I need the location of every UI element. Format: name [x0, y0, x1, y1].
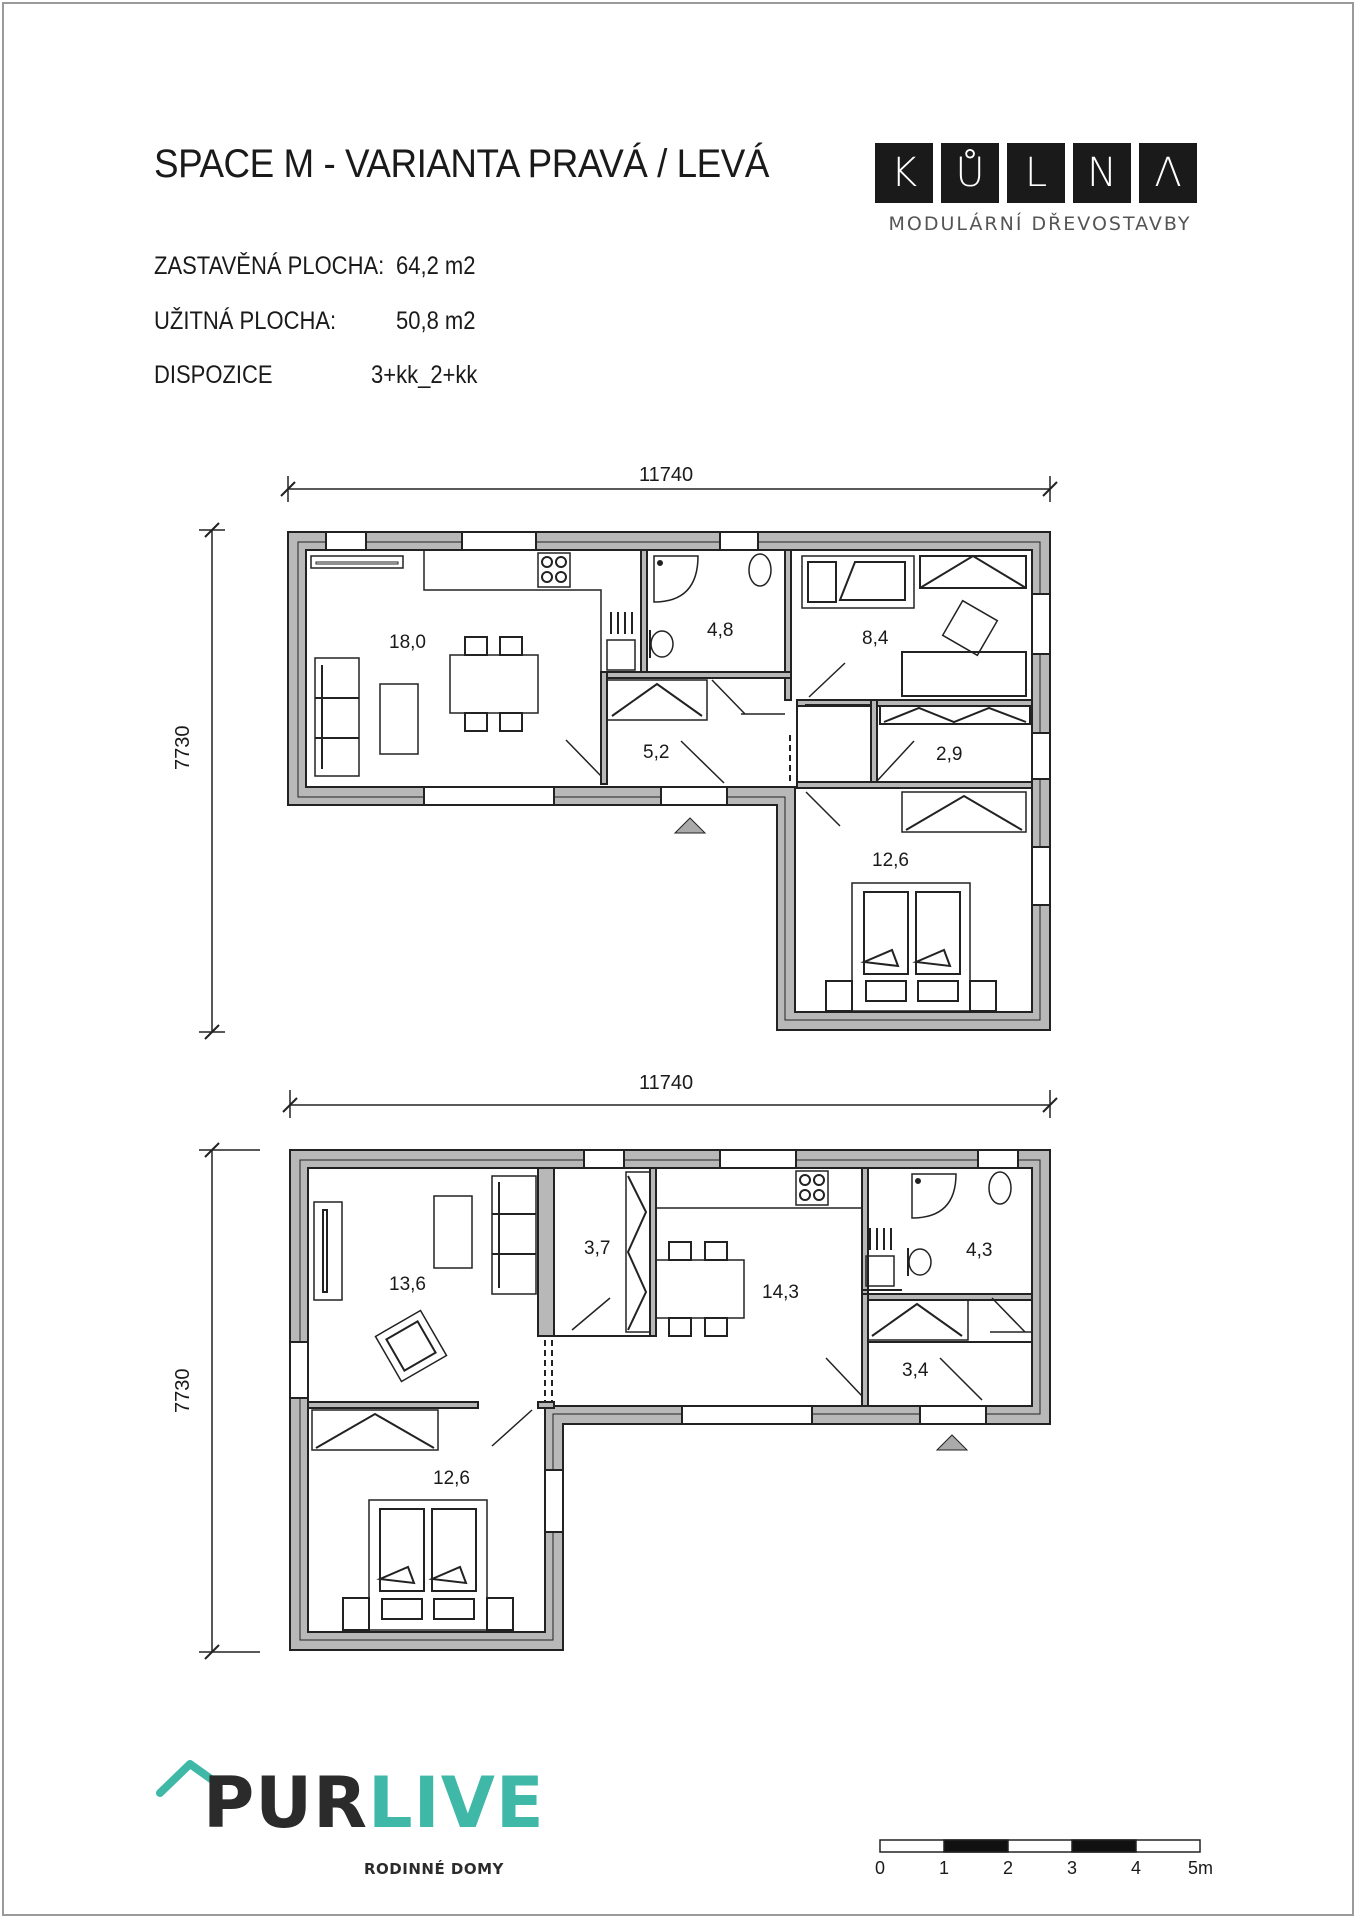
scale-label: 4: [1131, 1858, 1142, 1878]
room-area-label: 3,4: [902, 1360, 929, 1381]
page-title: SPACE M - VARIANTA PRAVÁ / LEVÁ: [154, 142, 769, 186]
built-area-value: 64,2 m2: [396, 252, 476, 280]
usable-area-label: UŽITNÁ PLOCHA:: [154, 307, 337, 335]
scale-label: 5m: [1188, 1858, 1214, 1878]
plan-left-width-dim: 11740: [639, 1072, 694, 1094]
room-area-label: 5,2: [643, 742, 670, 763]
usable-area-value: 50,8 m2: [396, 307, 476, 335]
room-area-label: 4,8: [707, 620, 734, 641]
scale-label: 3: [1067, 1858, 1078, 1878]
room-area-label: 14,3: [762, 1282, 799, 1303]
kulna-logo-letter: K: [875, 143, 933, 203]
built-area-label: ZASTAVĚNÁ PLOCHA:: [154, 252, 385, 280]
plan-right-width-dim: 11740: [639, 464, 694, 486]
kulna-logo-letter: Ů: [941, 143, 999, 203]
kulna-logo-letter: L: [1007, 143, 1065, 203]
scale-label: 0: [875, 1858, 886, 1878]
scale-label: 1: [939, 1858, 950, 1878]
layout-value: 3+kk_2+kk: [371, 361, 478, 389]
room-area-label: 13,6: [389, 1274, 426, 1295]
room-area-label: 8,4: [862, 628, 889, 649]
kulna-logo-letter: N: [1073, 143, 1131, 203]
kulna-logo-subtitle: MODULÁRNÍ DŘEVOSTAVBY: [888, 213, 1192, 235]
purlive-subtitle: RODINNÉ DOMY: [364, 1860, 504, 1878]
scale-bar: [880, 1840, 1200, 1852]
plan-right-height-dim: 7730: [172, 725, 194, 770]
purlive-logo: [203, 1762, 545, 1844]
layout-label: DISPOZICE: [154, 361, 273, 389]
plan-left-height-dim: 7730: [172, 1368, 194, 1413]
room-area-label: 12,6: [872, 850, 909, 871]
scale-label: 2: [1003, 1858, 1014, 1878]
kulna-logo-letter: Λ: [1139, 143, 1197, 203]
room-area-label: 4,3: [966, 1240, 993, 1261]
room-area-label: 12,6: [433, 1468, 470, 1489]
purlive-logo-part2: LIVE: [368, 1762, 545, 1844]
plan-right: [199, 476, 1057, 1039]
purlive-logo-part1: PUR: [203, 1762, 369, 1844]
room-area-label: 18,0: [389, 632, 426, 653]
room-area-label: 3,7: [584, 1238, 611, 1259]
room-area-label: 2,9: [936, 744, 963, 765]
